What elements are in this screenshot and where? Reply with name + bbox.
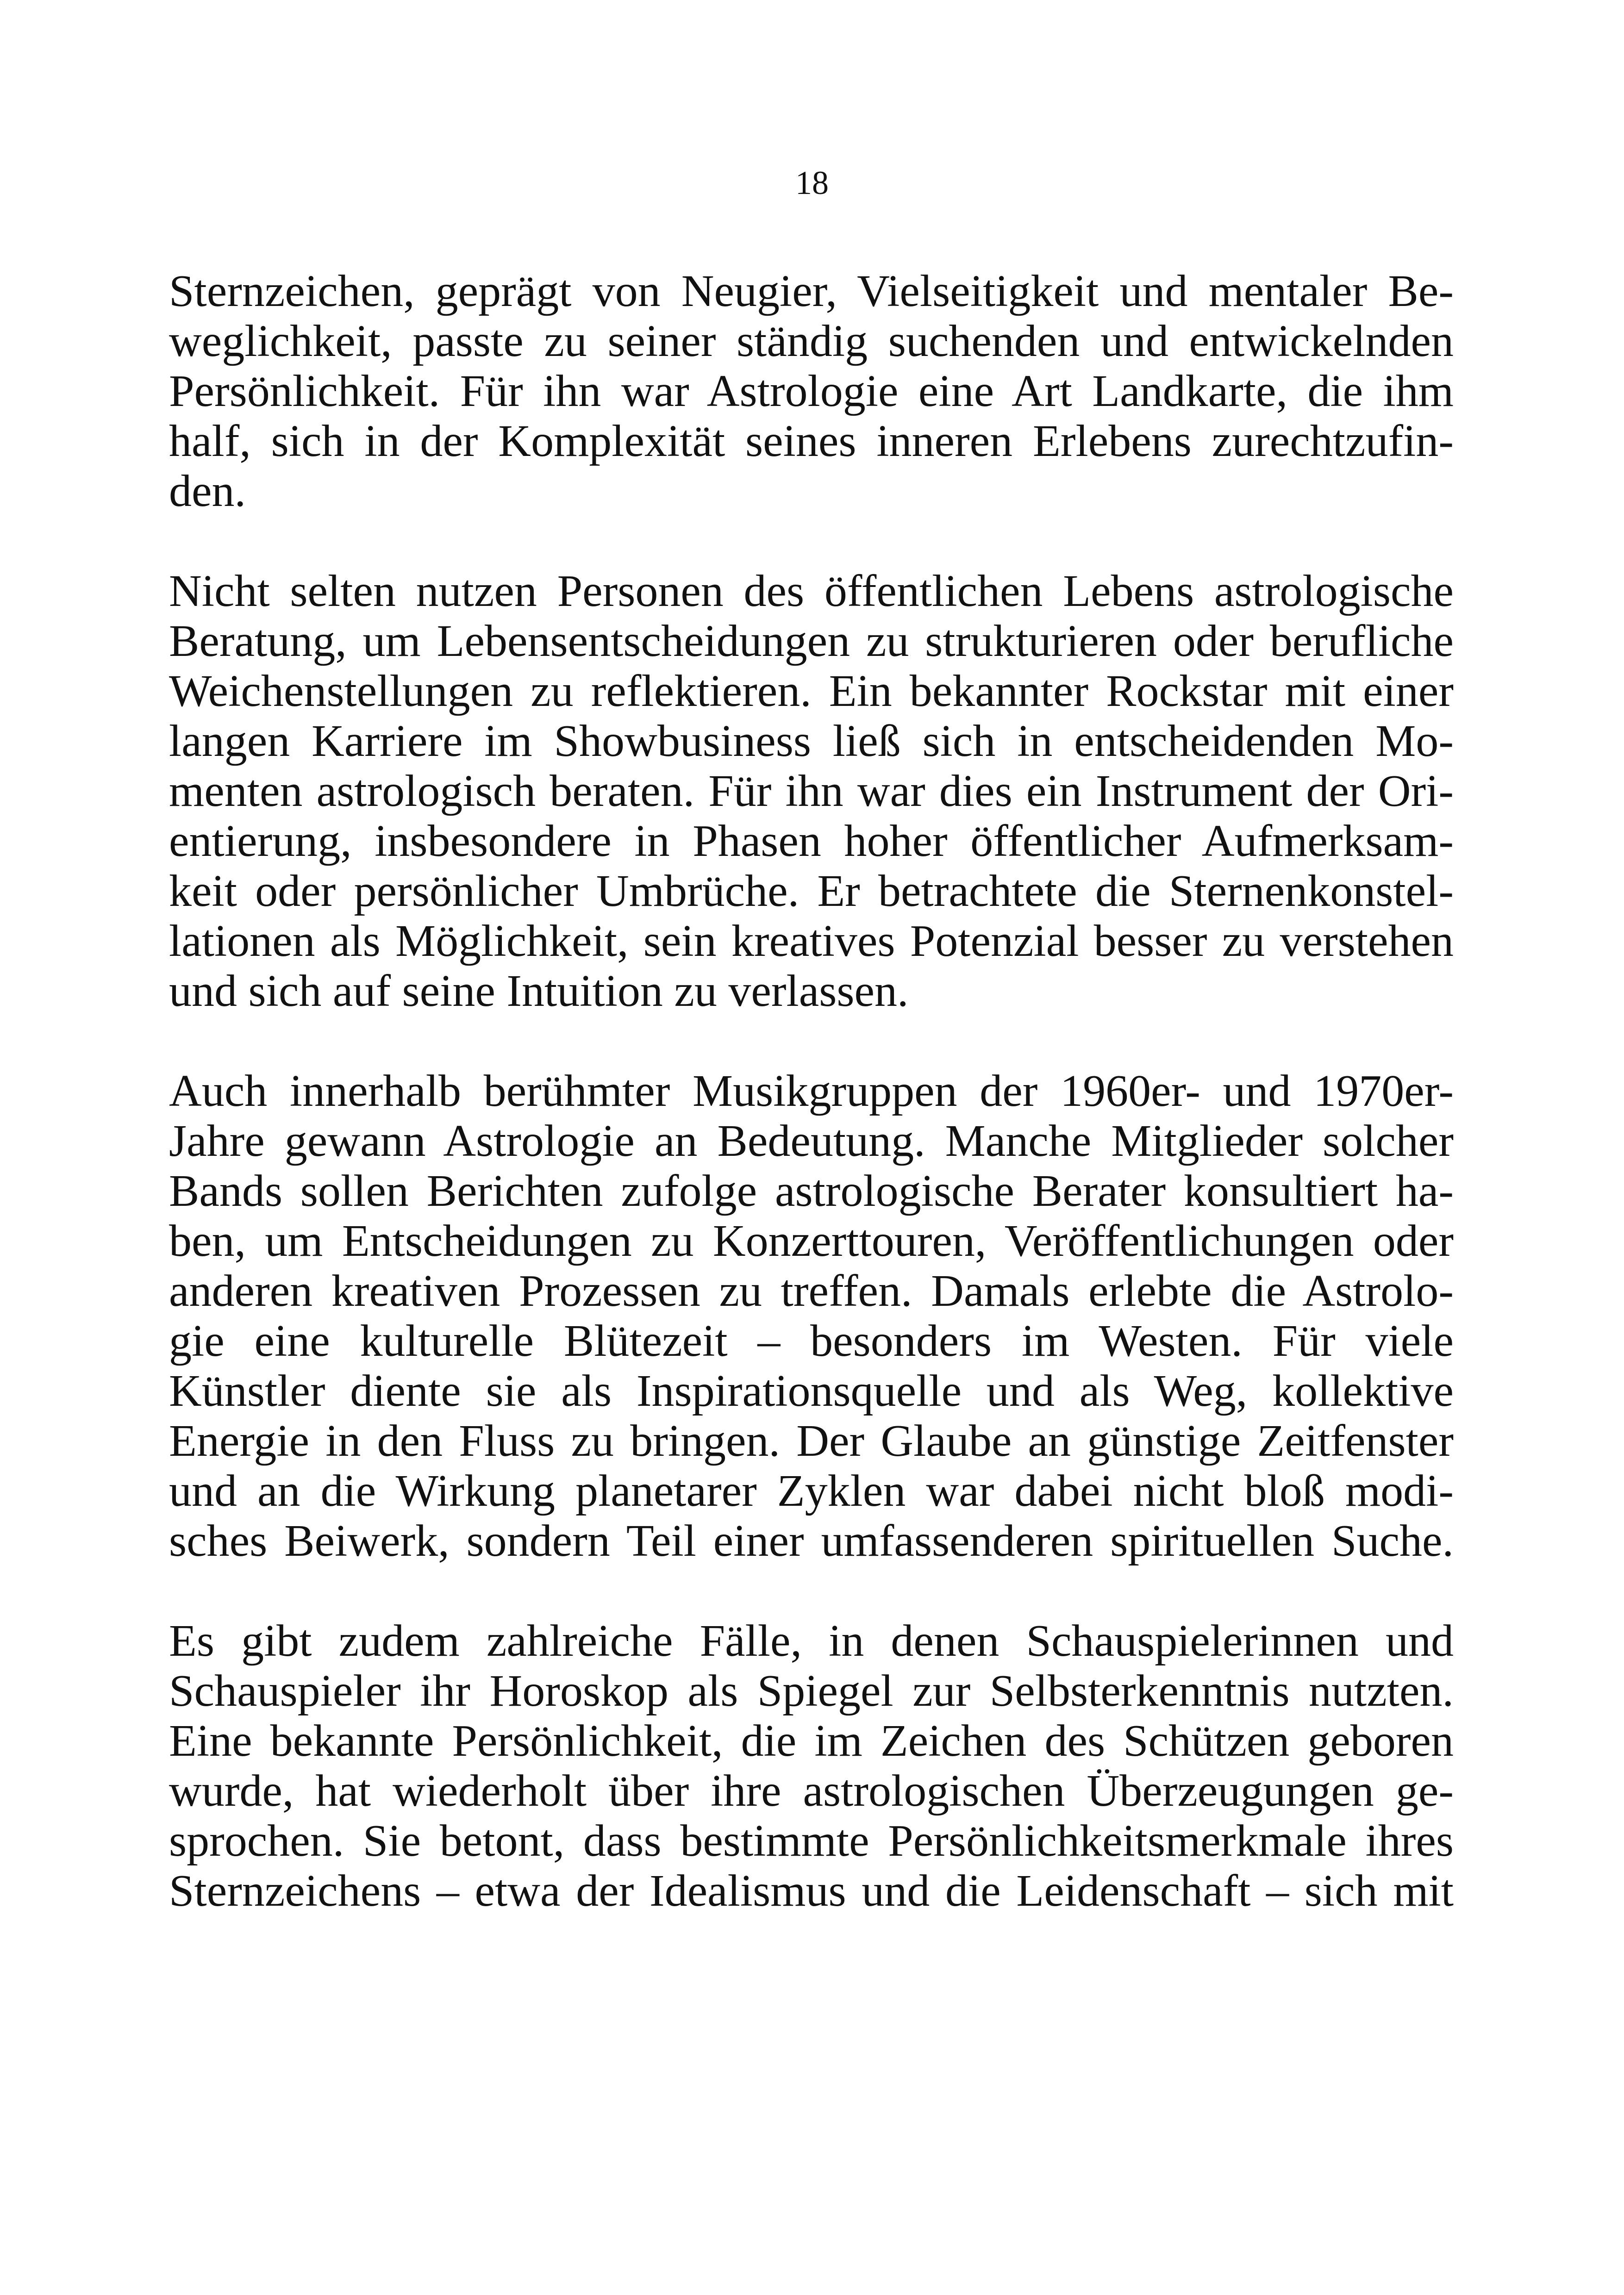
text-line: sches Beiwerk, sondern Teil einer umfassenderen spirituellen Suche. — [169, 1516, 1454, 1566]
text-line: keit oder persönlicher Umbrüche. Er betrachtete die Sternenkonstel- — [169, 866, 1454, 916]
body-text — [169, 266, 1454, 1966]
text-line: Sternzeichen, geprägt von Neugier, Vielseitigkeit und mentaler Be- — [169, 266, 1454, 316]
text-line: Schauspieler ihr Horoskop als Spiegel zur Selbsterkenntnis nutzten. — [169, 1666, 1454, 1716]
text-line: Jahre gewann Astrologie an Bedeutung. Manche Mitglieder solcher — [169, 1116, 1454, 1166]
text-line: entierung, insbesondere in Phasen hoher öffentlicher Aufmerksam- — [169, 816, 1454, 866]
text-line: gie eine kulturelle Blütezeit – besonders im Westen. Für viele — [169, 1316, 1454, 1366]
page-number: 18 — [795, 164, 829, 201]
text-line: ben, um Entscheidungen zu Konzerttouren, Veröffentlichungen oder — [169, 1216, 1454, 1266]
paragraph-1 — [169, 266, 1454, 516]
text-line: den. — [169, 466, 246, 516]
text-line: sprochen. Sie betont, dass bestimmte Persönlichkeitsmerkmale ihres — [169, 1816, 1454, 1866]
text-line: langen Karriere im Showbusiness ließ sich in entscheidenden Mo- — [169, 716, 1454, 766]
text-line: Nicht selten nutzen Personen des öffentlichen Lebens astrologische — [169, 566, 1454, 616]
text-line: half, sich in der Komplexität seines inneren Erlebens zurechtzufin- — [169, 416, 1454, 466]
text-line: Weichenstellungen zu reflektieren. Ein bekannter Rockstar mit einer — [169, 666, 1454, 716]
text-line: lationen als Möglichkeit, sein kreatives Potenzial besser zu verstehen — [169, 916, 1454, 966]
text-line: Sternzeichens – etwa der Idealismus und die Leidenschaft – sich mit — [169, 1866, 1454, 1916]
paragraph-4 — [169, 1616, 1454, 1916]
text-line: anderen kreativen Prozessen zu treffen. Damals erlebte die Astrolo- — [169, 1266, 1454, 1316]
text-line: Auch innerhalb berühmter Musikgruppen der 1960er- und 1970er- — [169, 1066, 1454, 1116]
text-line: Persönlichkeit. Für ihn war Astrologie eine Art Landkarte, die ihm — [169, 366, 1454, 416]
text-line: Es gibt zudem zahlreiche Fälle, in denen Schauspielerinnen und — [169, 1616, 1454, 1666]
paragraph-3 — [169, 1066, 1454, 1566]
text-line: Bands sollen Berichten zufolge astrologische Berater konsultiert ha- — [169, 1166, 1454, 1216]
paragraph-2 — [169, 566, 1454, 1016]
text-line: und an die Wirkung planetarer Zyklen war dabei nicht bloß modi- — [169, 1466, 1454, 1516]
text-line: Künstler diente sie als Inspirationsquelle und als Weg, kollektive — [169, 1366, 1454, 1416]
text-line: Beratung, um Lebensentscheidungen zu strukturieren oder berufliche — [169, 616, 1454, 666]
text-line: und sich auf seine Intuition zu verlassen. — [169, 966, 909, 1016]
text-line: wurde, hat wiederholt über ihre astrologischen Überzeugungen ge- — [169, 1766, 1454, 1816]
text-line: weglichkeit, passte zu seiner ständig suchenden und entwickelnden — [169, 316, 1454, 366]
text-line: Eine bekannte Persönlichkeit, die im Zeichen des Schützen geboren — [169, 1716, 1454, 1766]
text-line: Energie in den Fluss zu bringen. Der Glaube an günstige Zeitfenster — [169, 1416, 1454, 1466]
text-line: menten astrologisch beraten. Für ihn war dies ein Instrument der Ori- — [169, 766, 1454, 816]
